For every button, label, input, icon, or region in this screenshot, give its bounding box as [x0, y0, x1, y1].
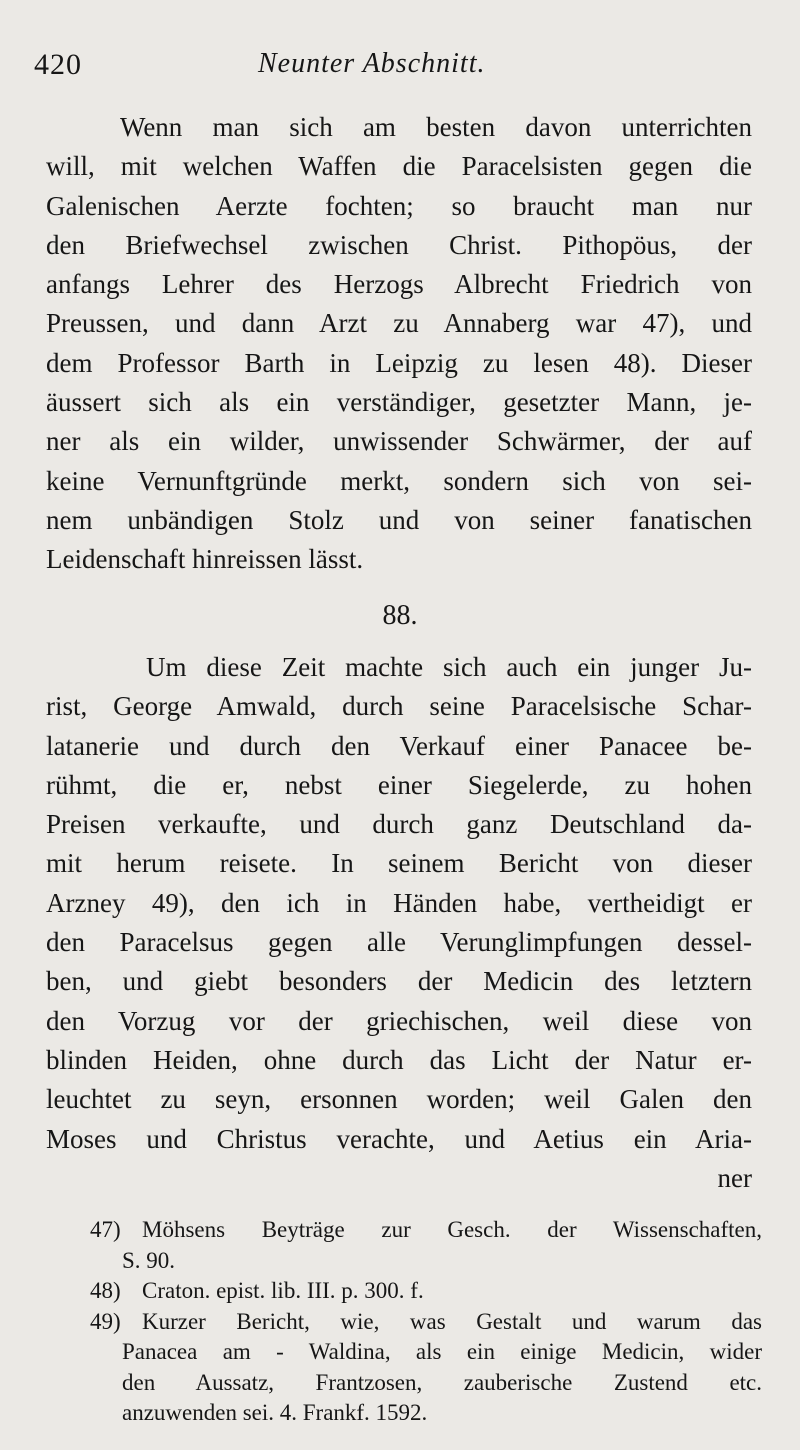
catchword: ner	[717, 1162, 752, 1193]
text-line: Preussen, und dann Arzt zu Annaberg war 47), und	[46, 308, 752, 339]
text-line: Arzney 49), den ich in Händen habe, vertheidigt er	[46, 887, 752, 918]
page-number: 420	[34, 48, 82, 81]
text-line: ben, und giebt besonders der Medicin des letztern	[46, 966, 752, 997]
footnote-text: Kurzer Bericht, wie, was Gestalt und warum das	[142, 1308, 762, 1334]
text-line: nem unbändigen Stolz und von seiner fanatischen	[46, 504, 752, 535]
text-line: rühmt, die er, nebst einer Siegelerde, zu hohen	[46, 769, 752, 800]
paragraph-1	[46, 108, 752, 580]
text-line: Wenn man sich am besten davon unterrichten	[120, 112, 752, 142]
page-header	[34, 48, 774, 88]
text-line: anfangs Lehrer des Herzogs Albrecht Friedrich von	[46, 269, 752, 300]
text-line: will, mit welchen Waffen die Paracelsisten gegen die	[46, 151, 752, 182]
section-number: 88.	[382, 600, 418, 631]
footnote-continuation: Panacea am - Waldina, als ein einige Medicin, wider	[122, 1339, 762, 1364]
text-line: keine Vernunftgründe merkt, sondern sich von sei-	[46, 465, 752, 496]
text-line: Um diese Zeit machte sich auch ein junger Ju-	[146, 652, 752, 682]
footnote-47	[90, 1215, 762, 1246]
footnote-number: 47)	[90, 1217, 121, 1242]
footnote-text: Craton. epist. lib. III. p. 300. f.	[142, 1278, 424, 1303]
footnote-number: 48)	[90, 1278, 121, 1303]
footnotes	[90, 1215, 762, 1429]
text-line: blinden Heiden, ohne durch das Licht der Natur er-	[46, 1044, 752, 1075]
text-line: den Paracelsus gegen alle Verunglimpfungen dessel-	[46, 927, 752, 958]
footnote-continuation: S. 90.	[122, 1247, 176, 1273]
text-line: mit herum reisete. In seinem Bericht von dieser	[46, 848, 752, 879]
footnote-number: 49)	[90, 1308, 121, 1334]
footnote-48	[90, 1276, 762, 1307]
text-line: Galenischen Aerzte fochten; so braucht man nur	[46, 190, 752, 221]
footnote-49	[90, 1307, 762, 1338]
text-line: den Vorzug vor der griechischen, weil diese von	[46, 1005, 752, 1036]
text-line: latanerie und durch den Verkauf einer Panacee be-	[46, 730, 752, 761]
text-line: den Briefwechsel zwischen Christ. Pithopöus, der	[46, 229, 752, 260]
footnote-continuation: den Aussatz, Frantzosen, zauberische Zustend etc.	[122, 1369, 762, 1395]
running-head: Neunter Abschnitt.	[258, 48, 486, 79]
text-line: äussert sich als ein verständiger, gesetzter Mann, je-	[46, 387, 752, 418]
text-line: Leidenschaft hinreissen lässt.	[46, 544, 364, 575]
text-line: rist, George Amwald, durch seine Paracelsische Schar-	[46, 691, 752, 722]
text-line: dem Professor Barth in Leipzig zu lesen 48). Dieser	[46, 347, 752, 378]
footnote-continuation: anzuwenden sei. 4. Frankf. 1592.	[122, 1400, 428, 1425]
footnote-text: Möhsens Beyträge zur Gesch. der Wissenschaften,	[142, 1217, 762, 1242]
text-line: Preisen verkaufte, und durch ganz Deutschland da-	[46, 809, 752, 840]
paragraph-2	[46, 648, 752, 1198]
text-line: ner als ein wilder, unwissender Schwärmer, der auf	[46, 426, 752, 457]
text-line: leuchtet zu seyn, ersonnen worden; weil Galen den	[46, 1084, 752, 1115]
text-line: Moses und Christus verachte, und Aetius ein Aria-	[46, 1123, 752, 1154]
